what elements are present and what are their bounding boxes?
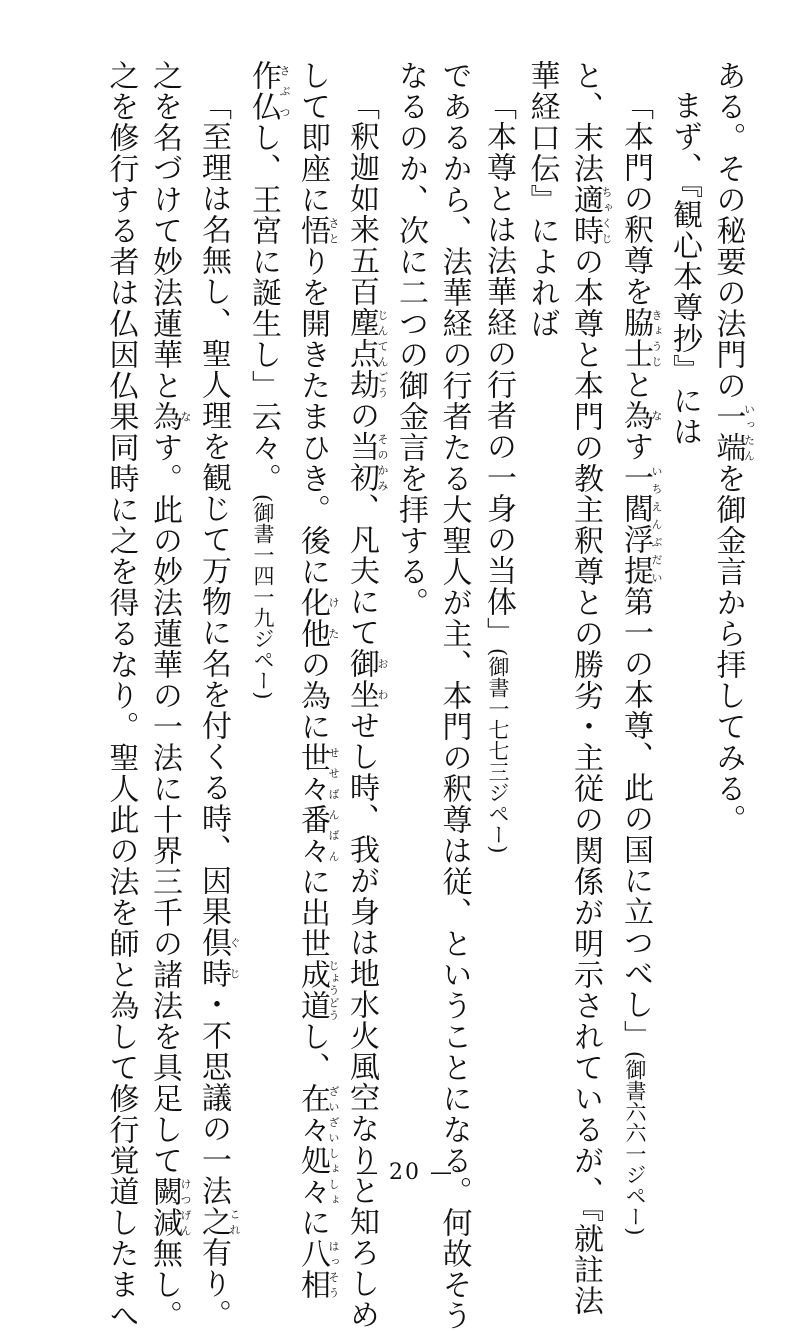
ruby-base: 作仏 <box>246 60 281 122</box>
text-run: す <box>618 431 653 462</box>
ruby-annotated-word <box>344 648 389 710</box>
text-column <box>613 60 663 1236</box>
text-run: 「本尊とは法華経の行者の一身の当体」 <box>481 90 516 648</box>
text-run: し、王宮に誕生し」云々。 <box>246 122 281 494</box>
text-column <box>99 60 143 1331</box>
text-column <box>389 60 433 1125</box>
ruby-base: 御坐 <box>344 648 379 710</box>
text-run: して即座に <box>295 60 330 215</box>
ruby-reading: いったん <box>742 401 756 463</box>
ruby-base: 倶時 <box>196 927 231 989</box>
ruby-annotated-word <box>147 401 192 432</box>
ruby-base: 一閻浮提 <box>618 462 653 586</box>
ruby-reading: これ <box>228 1206 241 1237</box>
ruby-base: 闕減 <box>147 1176 182 1238</box>
text-run: 、凡夫にて <box>344 493 379 648</box>
ruby-annotated-word <box>295 215 340 246</box>
text-run: の <box>344 400 379 431</box>
text-run: ある。その秘要の法門の <box>710 60 746 401</box>
text-run: を御金言から拝してみる。 <box>710 463 746 835</box>
ruby-annotated-word <box>196 1206 241 1237</box>
ruby-annotated-word <box>295 742 340 866</box>
ruby-annotated-word <box>295 1238 340 1300</box>
ruby-base: 塵点劫 <box>344 307 379 400</box>
ruby-reading: はっそう <box>327 1238 340 1300</box>
ruby-annotated-word <box>147 1176 192 1238</box>
text-run: 無し。 <box>147 1238 182 1331</box>
text-column <box>706 60 755 1125</box>
ruby-base: 成道 <box>295 959 330 1021</box>
text-run: の為に <box>295 649 330 742</box>
ruby-reading: おわ <box>376 648 389 710</box>
ruby-reading: いちえんぶだい <box>650 462 663 586</box>
text-run: 之を名づけて妙法蓮華と <box>147 60 182 401</box>
ruby-reading: ざいざいしょしょ <box>327 1083 340 1207</box>
ruby-annotated-word <box>618 400 663 431</box>
text-run: 第一の本尊、此の国に立つべし」 <box>618 586 653 1051</box>
text-run: せし時、我が身は地水火風空なりと知ろしめ <box>344 710 379 1330</box>
text-column <box>476 60 521 1125</box>
ruby-reading: ちゃくじ <box>600 184 613 246</box>
text-run: 華経口伝』によれば <box>524 60 560 339</box>
ruby-base: 在々処々 <box>295 1083 330 1207</box>
text-run: なるのか、次に二つの御金言を拝する。 <box>393 60 428 618</box>
text-column <box>564 60 613 1316</box>
text-column <box>520 60 564 1125</box>
text-run: と <box>618 369 653 400</box>
ruby-reading: じょうどう <box>327 959 340 1021</box>
text-column <box>192 60 241 1330</box>
ruby-annotated-word <box>568 184 613 246</box>
ruby-annotated-word <box>196 927 241 989</box>
ruby-reading: きょうじ <box>650 307 663 369</box>
ruby-base: 適時 <box>568 184 603 246</box>
text-run: に出世 <box>295 866 330 959</box>
ruby-annotated-word <box>295 587 340 649</box>
text-run: と、末法 <box>568 60 603 184</box>
text-run: に <box>295 1207 330 1238</box>
ruby-base: 八相 <box>295 1238 330 1300</box>
ruby-base: 悟 <box>295 215 330 246</box>
page-number: — 20 — <box>356 1160 454 1185</box>
ruby-annotated-word <box>295 959 340 1021</box>
text-run: 「本門の釈尊を <box>618 90 653 307</box>
text-column <box>663 60 707 1125</box>
ruby-base: 世々番々 <box>295 742 330 866</box>
citation: (御書六六一ジペー) <box>623 1051 647 1236</box>
text-run: す。此の妙法蓮華の一法に十界三千の諸法を具足して <box>147 432 182 1176</box>
ruby-base: 脇士 <box>618 307 653 369</box>
ruby-base: 為 <box>618 400 653 431</box>
ruby-reading: けつげん <box>179 1176 192 1238</box>
ruby-base: 当初 <box>344 431 379 493</box>
citation: (御書一七七三ジペー) <box>486 648 510 854</box>
text-run: ・不思議の一法 <box>196 989 231 1206</box>
ruby-reading: じんてんごう <box>376 307 389 400</box>
text-run: の本尊と本門の教主釈尊との勝劣・主従の関係が明示されているが、『就註法 <box>568 246 603 1316</box>
text-run: し、 <box>295 1021 330 1083</box>
ruby-base: 之 <box>196 1206 231 1237</box>
ruby-annotated-word <box>344 307 389 400</box>
ruby-annotated-word <box>710 401 756 463</box>
ruby-reading: さと <box>327 215 340 246</box>
ruby-annotated-word <box>295 1083 340 1207</box>
ruby-reading: せせばんばん <box>327 742 340 866</box>
text-run: 有り。 <box>196 1237 231 1330</box>
text-column <box>291 60 340 1300</box>
text-column <box>143 60 192 1331</box>
ruby-base: 一端 <box>710 401 746 463</box>
ruby-reading: そのかみ <box>376 431 389 493</box>
text-column <box>340 60 389 1330</box>
ruby-annotated-word <box>246 60 291 122</box>
text-run: であるから、法華経の行者たる大聖人が主、本門の釈尊は従、ということになる。何故そう <box>436 60 472 1331</box>
text-run: 「釈迦如来五百 <box>344 90 379 307</box>
ruby-reading: けた <box>327 587 340 649</box>
ruby-reading: な <box>179 401 192 432</box>
text-column <box>241 60 291 1125</box>
ruby-base: 化他 <box>295 587 330 649</box>
citation: (御書一四一九ジペー) <box>251 494 275 700</box>
ruby-reading: さぶつ <box>278 60 291 122</box>
text-column <box>432 60 476 1331</box>
ruby-annotated-word <box>618 462 663 586</box>
ruby-annotated-word <box>344 431 389 493</box>
text-run: 之を修行する者は仏因仏果同時に之を得るなり。聖人此の法を師と為して修行覚道したまへ <box>103 60 139 1331</box>
text-run: 「至理は名無し、聖人理を観じて万物に名を付くる時、因果 <box>196 90 231 927</box>
ruby-base: 為 <box>147 401 182 432</box>
ruby-reading: な <box>650 400 663 431</box>
ruby-annotated-word <box>618 307 663 369</box>
text-run: まず、『観心本尊抄』には <box>667 90 702 447</box>
ruby-reading: ぐじ <box>228 927 241 989</box>
text-run: りを開きたまひき。後に <box>295 246 330 587</box>
